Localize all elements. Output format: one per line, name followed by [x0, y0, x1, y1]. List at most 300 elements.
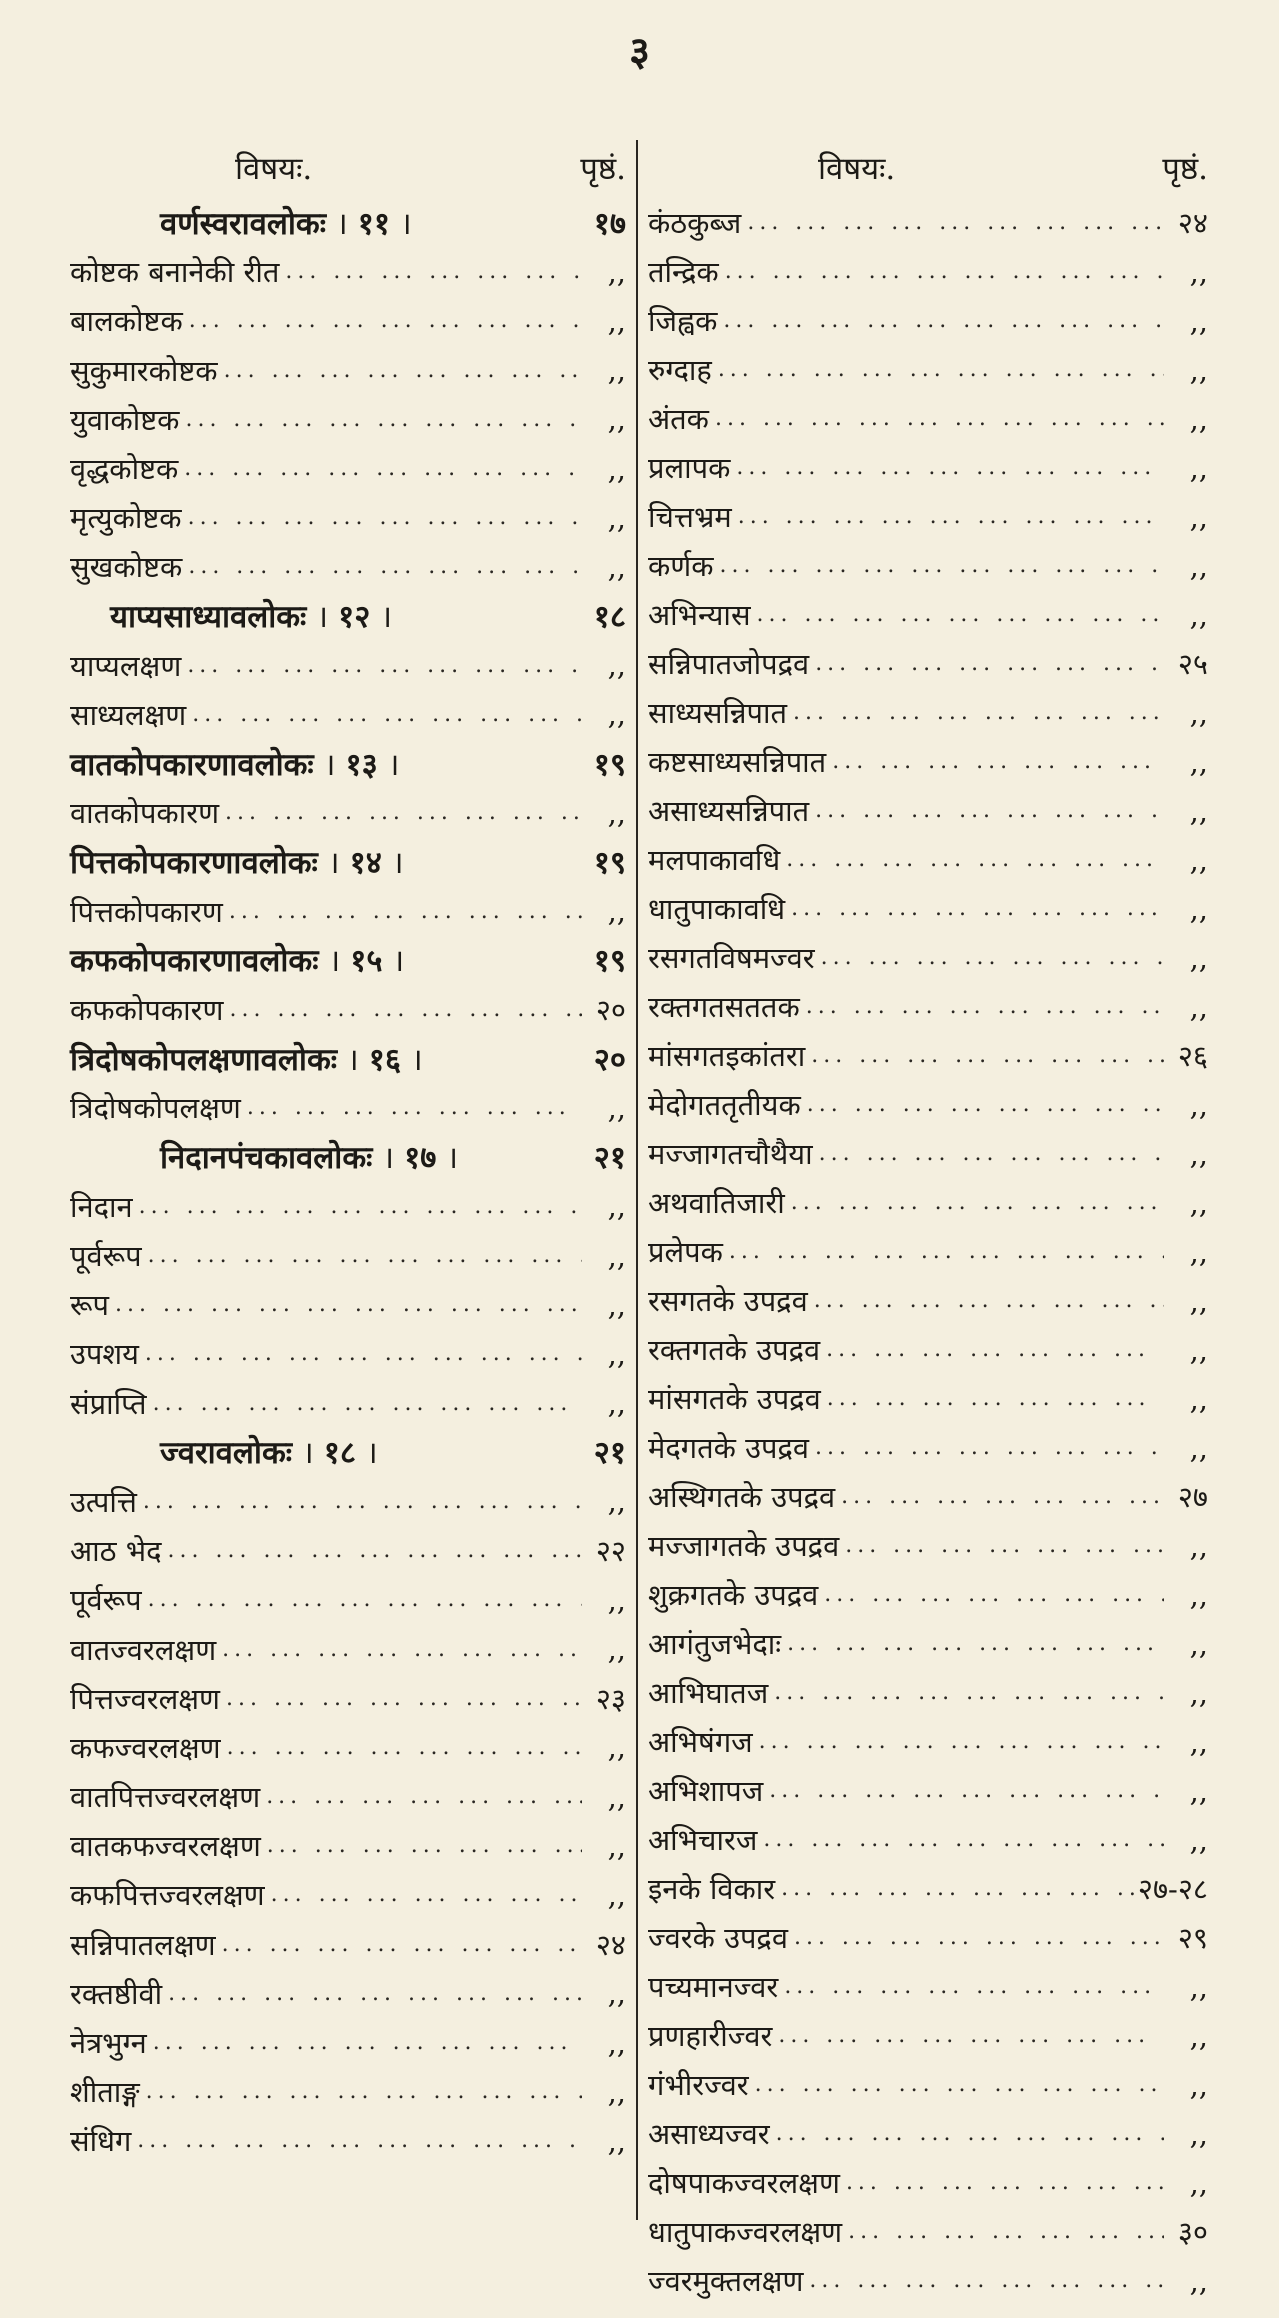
entry-title: संप्राप्ति — [70, 1386, 147, 1421]
page-ref: ,, — [1189, 1773, 1208, 1808]
page-ref: ,, — [1189, 1724, 1208, 1759]
page-ref: ,, — [607, 549, 626, 584]
section-heading — [70, 592, 626, 641]
toc-entry — [70, 1575, 626, 1624]
section-number: १८ — [323, 1435, 357, 1472]
page-ref: ,, — [607, 353, 626, 388]
entry-title: सन्निपातजोपद्रव — [648, 647, 810, 681]
leader-dots — [712, 357, 1164, 382]
toc-entry — [648, 688, 1208, 737]
entry-title: वृद्धकोष्टक — [70, 452, 179, 487]
leader-dots — [719, 259, 1164, 284]
page-ref: ,, — [1189, 499, 1208, 534]
toc-entry — [70, 1920, 626, 1969]
toc-entry — [70, 1821, 626, 1870]
page-ref: ,, — [607, 1090, 626, 1125]
entry-title: साध्यसन्निपात — [648, 696, 787, 730]
entry-title: धातुपाकावधि — [648, 892, 786, 926]
page-ref: ,, — [607, 1189, 626, 1224]
entry-title: रूप — [70, 1288, 110, 1323]
toc-entry — [70, 1674, 626, 1723]
entry-title: धातुपाकज्वरलक्षण — [648, 2215, 843, 2249]
page-ref: ,, — [1189, 1185, 1208, 1220]
page-ref: ,, — [1189, 254, 1208, 289]
page-ref: ,, — [607, 795, 626, 830]
toc-entry — [70, 1723, 626, 1772]
entry-title: अंतक — [648, 402, 709, 436]
leader-dots — [753, 1729, 1164, 1754]
subject-heading: विषयः. — [235, 151, 313, 187]
separator: । — [382, 1140, 395, 1177]
toc-entry — [648, 443, 1208, 492]
toc-entry — [648, 884, 1208, 933]
section-heading — [70, 1034, 626, 1083]
leader-dots — [221, 1735, 582, 1760]
toc-entry — [648, 1864, 1208, 1913]
entry-title: रसगतविषमज्वर — [648, 941, 815, 975]
page-ref: ,, — [607, 1238, 626, 1273]
entry-title: कष्टसाध्यसन्निपात — [648, 745, 827, 779]
leader-dots — [751, 602, 1164, 627]
entry-title: वातकफज्वरलक्षण — [70, 1829, 261, 1864]
leader-dots — [216, 1637, 582, 1662]
entry-title: कंठकुब्ज — [648, 206, 742, 240]
leader-dots — [839, 1533, 1164, 1558]
page-ref: ,, — [607, 402, 626, 437]
page-ref: ,, — [1189, 2263, 1208, 2298]
toc-entry — [70, 1083, 626, 1132]
leader-dots — [279, 259, 582, 284]
page-ref: २७ — [1177, 1480, 1208, 1514]
page-ref: २४ — [595, 1927, 626, 1962]
page-ref: ,, — [1189, 989, 1208, 1024]
leader-dots — [717, 308, 1164, 333]
page-ref: ,, — [607, 697, 626, 732]
entry-title: प्रलेपक — [648, 1235, 723, 1269]
leader-dots — [147, 1391, 582, 1416]
entry-title: साध्यलक्षण — [70, 697, 187, 732]
separator: । — [392, 943, 405, 980]
page-ref: ,, — [1189, 1234, 1208, 1269]
separator: । — [347, 1041, 359, 1078]
leader-dots — [216, 1932, 582, 1957]
leader-dots — [768, 1680, 1164, 1705]
page-ref: २४ — [1177, 206, 1208, 240]
leader-dots — [182, 505, 582, 530]
page-ref: ,, — [607, 254, 626, 289]
toc-entry — [648, 492, 1208, 541]
page-ref: ,, — [1189, 401, 1208, 436]
separator: । — [400, 205, 412, 242]
entry-title: वातपित्तज्वरलक्षण — [70, 1780, 261, 1815]
subject-heading: विषयः. — [818, 151, 896, 187]
entry-title: ज्वरके उपद्रव — [648, 1921, 788, 1955]
toc-entry — [70, 641, 626, 690]
page-ref: ,, — [1189, 1626, 1208, 1661]
page-ref: ,, — [1189, 1430, 1208, 1465]
page-ref: ,, — [1189, 548, 1208, 583]
toc-entry — [648, 2060, 1208, 2109]
leader-dots — [835, 1484, 1164, 1509]
section-title: पित्तकोपकारणावलोकः — [70, 845, 318, 882]
leader-dots — [800, 994, 1164, 1019]
entry-title: बालकोष्टक — [70, 304, 183, 339]
toc-entry — [648, 1374, 1208, 1423]
entry-title: सन्निपातलक्षण — [70, 1927, 216, 1962]
page-ref: ,, — [1189, 2165, 1208, 2200]
left-column — [70, 138, 626, 2166]
toc-entry — [70, 2067, 626, 2116]
page-ref: ,, — [607, 1828, 626, 1863]
toc-entry — [648, 786, 1208, 835]
page-ref: १८ — [593, 599, 626, 636]
section-heading — [70, 837, 626, 886]
leader-dots — [139, 1341, 582, 1366]
separator: । — [446, 1140, 459, 1177]
entry-title: पच्यमानज्वर — [648, 1970, 779, 2004]
section-heading — [70, 1428, 626, 1477]
leader-dots — [220, 1686, 582, 1711]
toc-entry — [648, 296, 1208, 345]
leader-dots — [813, 1141, 1164, 1166]
separator: । — [328, 943, 341, 980]
leader-dots — [757, 1827, 1164, 1852]
entry-title: कफकोपकारण — [70, 993, 224, 1028]
toc-entry — [70, 1182, 626, 1231]
toc-entry — [648, 2011, 1208, 2060]
toc-entry — [70, 1526, 626, 1575]
toc-entry — [648, 2256, 1208, 2305]
page-ref: ,, — [1189, 2018, 1208, 2053]
page-ref: ,, — [1189, 2116, 1208, 2151]
toc-entry — [648, 835, 1208, 884]
entry-title: चित्तभ्रम — [648, 500, 732, 534]
leader-dots — [183, 308, 582, 333]
entry-title: ज्वरमुक्तलक्षण — [648, 2264, 804, 2298]
page-ref: ,, — [1189, 1577, 1208, 1612]
section-title: निदानपंचकावलोकः — [160, 1140, 373, 1177]
page-ref: ,, — [1189, 1969, 1208, 2004]
toc-entry — [648, 1521, 1208, 1570]
entry-title: युवाकोष्टक — [70, 402, 180, 437]
page-ref: ,, — [607, 1779, 626, 1814]
entry-title: मज्जागतचौथैया — [648, 1137, 813, 1171]
page-ref: २५ — [1177, 647, 1208, 681]
page-ref: ,, — [1189, 1283, 1208, 1318]
leader-dots — [763, 1778, 1164, 1803]
page-ref: २९ — [1177, 1921, 1208, 1955]
page-ref: ,, — [1189, 1381, 1208, 1416]
leader-dots — [709, 406, 1164, 431]
page-ref: ,, — [1189, 303, 1208, 338]
section-title: त्रिदोषकोपलक्षणावलोकः — [70, 1041, 338, 1078]
leader-dots — [140, 2079, 582, 2104]
leader-dots — [781, 1631, 1164, 1656]
entry-title: अस्थिगतके उपद्रव — [648, 1480, 836, 1514]
section-number: १३ — [345, 746, 378, 783]
page-heading: पृष्ठं. — [1162, 151, 1208, 187]
toc-entry — [648, 1570, 1208, 1619]
entry-title: पूर्वरूप — [70, 1239, 142, 1274]
leader-dots — [730, 455, 1164, 480]
page-ref: ,, — [607, 1582, 626, 1617]
entry-title: कोष्टक बनानेकी रीत — [70, 255, 280, 290]
page-number: ३ — [629, 28, 650, 75]
entry-title: अभिशापज — [648, 1774, 764, 1808]
toc-entry — [70, 444, 626, 493]
entry-title: अभिचारज — [648, 1823, 758, 1857]
toc-entry — [70, 2116, 626, 2165]
page-ref: २७-२८ — [1137, 1872, 1208, 1906]
toc-entry — [648, 737, 1208, 786]
entry-title: तन्द्रिक — [648, 255, 719, 289]
leader-dots — [223, 899, 582, 924]
entry-title: अभिषंगज — [648, 1725, 753, 1759]
toc-entry — [70, 1231, 626, 1280]
leader-dots — [261, 1833, 582, 1858]
entry-title: उपशय — [70, 1337, 139, 1372]
entry-title: रक्तष्ठीवी — [70, 1976, 163, 2011]
leader-dots — [803, 2268, 1164, 2293]
section-heading — [70, 198, 626, 247]
page-ref: ,, — [607, 2123, 626, 2158]
entry-title: आभिघातज — [648, 1676, 769, 1710]
entry-title: प्रणहारीज्वर — [648, 2019, 773, 2053]
toc-entry — [648, 345, 1208, 394]
toc-entry — [648, 2207, 1208, 2256]
page-ref: २३ — [595, 1681, 626, 1716]
page-ref: ,, — [607, 1336, 626, 1371]
page-ref: ,, — [1189, 2067, 1208, 2102]
toc-entry — [648, 541, 1208, 590]
leader-dots — [137, 1489, 582, 1514]
entry-title: शीताङ्ग — [70, 2075, 140, 2110]
leader-dots — [826, 749, 1164, 774]
page-ref: ,, — [607, 1730, 626, 1765]
entry-title: वातज्वरलक्षण — [70, 1632, 217, 1667]
toc-entry — [648, 198, 1208, 247]
page-ref: ,, — [1189, 1528, 1208, 1563]
entry-title: रक्तगतके उपद्रव — [648, 1333, 821, 1367]
page-ref: ,, — [607, 451, 626, 486]
page-ref: ,, — [607, 1976, 626, 2011]
page-ref: ,, — [1189, 352, 1208, 387]
toc-entry — [648, 1913, 1208, 1962]
toc-entry — [70, 542, 626, 591]
section-title: कफकोपकारणावलोकः — [70, 943, 319, 980]
page-ref: १९ — [593, 746, 626, 783]
page-ref: ,, — [1189, 744, 1208, 779]
toc-entry — [648, 1668, 1208, 1717]
separator: । — [316, 599, 329, 636]
page-ref: ,, — [1189, 1822, 1208, 1857]
leader-dots — [749, 2072, 1164, 2097]
toc-entry — [648, 639, 1208, 688]
leader-dots — [178, 456, 582, 481]
toc-entry — [648, 590, 1208, 639]
section-number: १२ — [338, 599, 371, 636]
entry-title: मृत्युकोष्टक — [70, 501, 182, 536]
leader-dots — [801, 1092, 1164, 1117]
page-ref: ,, — [607, 648, 626, 683]
left-column-header — [70, 138, 626, 198]
entry-title: गंभीरज्वर — [648, 2068, 749, 2102]
page-heading: पृष्ठं. — [580, 151, 626, 187]
entry-title: प्रलापक — [648, 451, 731, 485]
entry-title: कफपित्तज्वरलक्षण — [70, 1878, 265, 1913]
section-number: १६ — [368, 1041, 402, 1078]
toc-entry — [648, 1080, 1208, 1129]
leader-dots — [785, 1190, 1164, 1215]
toc-entry — [70, 1280, 626, 1329]
toc-entry — [70, 887, 626, 936]
toc-entry — [648, 1325, 1208, 1374]
leader-dots — [142, 1243, 582, 1268]
section-number: १४ — [349, 845, 382, 882]
leader-dots — [732, 504, 1164, 529]
entry-title: पूर्वरूप — [70, 1583, 142, 1618]
section-number: ११ — [357, 205, 391, 242]
toc-entry — [648, 1031, 1208, 1080]
page-ref: ,, — [1189, 695, 1208, 730]
leader-dots — [182, 554, 582, 579]
page-ref: ,, — [1189, 940, 1208, 975]
page-ref: ,, — [607, 894, 626, 929]
leader-dots — [821, 1386, 1164, 1411]
entry-title: वातकोपकारण — [70, 796, 220, 831]
leader-dots — [714, 553, 1164, 578]
entry-title: मांसगतके उपद्रव — [648, 1382, 821, 1416]
page-ref: २१ — [593, 1435, 626, 1472]
page-ref: २१ — [593, 1140, 626, 1177]
section-heading — [70, 1133, 626, 1182]
leader-dots — [818, 1582, 1164, 1607]
page-ref: ,, — [1189, 793, 1208, 828]
entry-title: मेदगतके उपद्रव — [648, 1431, 809, 1465]
leader-dots — [218, 358, 582, 383]
leader-dots — [179, 407, 582, 432]
toc-entry — [70, 1477, 626, 1526]
leader-dots — [788, 1925, 1164, 1950]
leader-dots — [772, 2023, 1164, 2048]
toc-entry — [648, 982, 1208, 1031]
leader-dots — [775, 1876, 1138, 1901]
leader-dots — [787, 700, 1164, 725]
entry-title: इनके विकार — [648, 1872, 776, 1906]
page-ref: २२ — [595, 1534, 626, 1569]
toc-entry — [648, 1178, 1208, 1227]
leader-dots — [809, 798, 1164, 823]
toc-entry — [648, 1619, 1208, 1668]
leader-dots — [224, 997, 583, 1022]
section-number: १७ — [404, 1140, 437, 1177]
page-ref: ,, — [1189, 597, 1208, 632]
page-ref: २० — [593, 1041, 626, 1078]
page-ref: ,, — [607, 1877, 626, 1912]
section-title: वर्णस्वरावलोकः — [160, 205, 327, 242]
toc-entry — [70, 247, 626, 296]
page-ref: ,, — [607, 2074, 626, 2109]
toc-entry — [648, 933, 1208, 982]
toc-entry — [70, 1624, 626, 1673]
toc-entry — [648, 1423, 1208, 1472]
toc-entry — [648, 1129, 1208, 1178]
leader-dots — [808, 1288, 1164, 1313]
toc-entry — [648, 1276, 1208, 1325]
page-ref: ,, — [607, 1287, 626, 1322]
page-ref: १९ — [593, 943, 626, 980]
separator: । — [366, 1435, 378, 1472]
entry-title: अभिन्यास — [648, 598, 751, 632]
entry-title: सुखकोष्टक — [70, 550, 183, 585]
entry-title: मलपाकावधि — [648, 843, 781, 877]
toc-entry — [70, 493, 626, 542]
separator: । — [302, 1435, 314, 1472]
leader-dots — [815, 945, 1164, 970]
section-heading — [70, 739, 626, 788]
entry-title: त्रिदोषकोपलक्षण — [70, 1091, 241, 1126]
toc-entry — [648, 2109, 1208, 2158]
separator: । — [380, 599, 393, 636]
leader-dots — [142, 1587, 582, 1612]
entry-title: रक्तगतसततक — [648, 990, 800, 1024]
right-column-header — [648, 138, 1208, 198]
section-number: १५ — [350, 943, 383, 980]
page-ref: ,, — [607, 500, 626, 535]
entry-title: उत्पत्ति — [70, 1484, 137, 1519]
entry-title: पित्तज्वरलक्षण — [70, 1681, 221, 1716]
entry-title: आगंतुजभेदाः — [648, 1627, 782, 1661]
left-entries — [70, 198, 626, 2166]
leader-dots — [109, 1292, 582, 1317]
entry-title: संधिग — [70, 2124, 132, 2159]
page-ref: ,, — [607, 303, 626, 338]
leader-dots — [805, 1043, 1164, 1068]
separator: । — [336, 205, 348, 242]
page-ref: ,, — [1189, 1136, 1208, 1171]
page-ref: ,, — [1189, 1675, 1208, 1710]
toc-entry — [70, 788, 626, 837]
page-ref: ,, — [607, 1484, 626, 1519]
page-ref: ,, — [1189, 842, 1208, 877]
leader-dots — [162, 1981, 582, 2006]
separator: । — [391, 845, 404, 882]
leader-dots — [820, 1337, 1164, 1362]
right-entries — [648, 198, 1208, 2305]
leader-dots — [260, 1784, 582, 1809]
leader-dots — [778, 1974, 1164, 1999]
toc-entry — [648, 247, 1208, 296]
page-ref: ,, — [1189, 1332, 1208, 1367]
entry-title: कर्णक — [648, 549, 714, 583]
page-ref: ,, — [607, 1632, 626, 1667]
separator: । — [387, 746, 400, 783]
toc-entry — [648, 1766, 1208, 1815]
toc-entry — [70, 296, 626, 345]
page-ref: ३० — [1177, 2215, 1208, 2249]
toc-entry — [648, 2158, 1208, 2207]
separator: । — [327, 845, 340, 882]
page-ref: १७ — [593, 205, 626, 242]
entry-title: जिह्वक — [648, 304, 718, 338]
leader-dots — [133, 1194, 582, 1219]
leader-dots — [840, 2170, 1164, 2195]
separator: । — [323, 746, 336, 783]
leader-dots — [741, 210, 1164, 235]
toc-entry — [648, 1962, 1208, 2011]
page-ref: २६ — [1177, 1039, 1208, 1073]
leader-dots — [809, 1435, 1164, 1460]
